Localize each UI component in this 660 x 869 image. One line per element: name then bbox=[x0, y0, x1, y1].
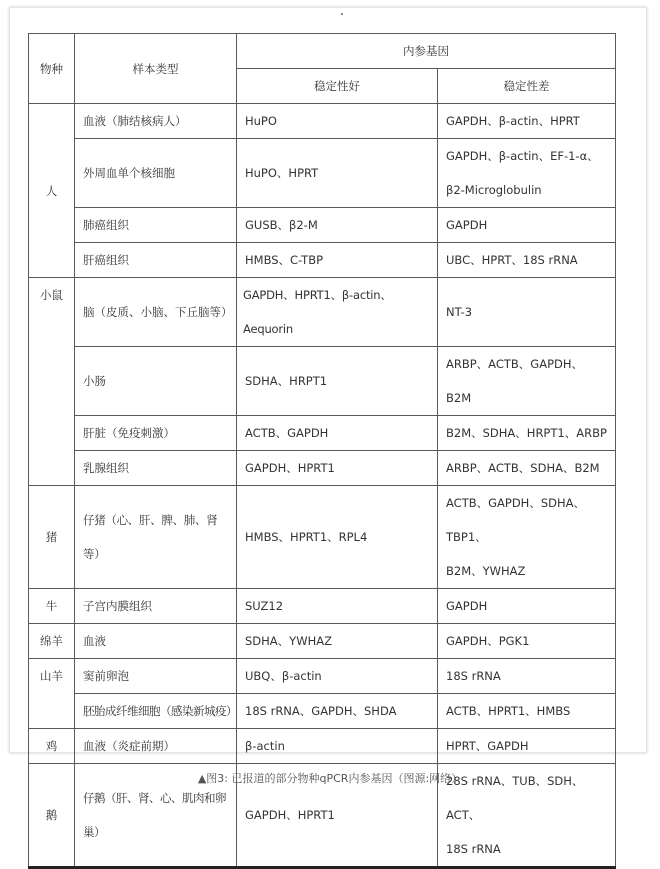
top-dot bbox=[341, 13, 343, 15]
sample-cell: 肝癌组织 bbox=[75, 243, 237, 278]
good-cell: GAPDH、HPRT1 bbox=[237, 764, 438, 868]
species-cell: 鹅 bbox=[29, 764, 75, 868]
sample-cell: 脑（皮质、小脑、下丘脑等） bbox=[75, 278, 237, 347]
poor-cell: ARBP、ACTB、GAPDH、B2M bbox=[438, 347, 616, 416]
good-cell: HuPO、HPRT bbox=[237, 139, 438, 208]
good-cell: GAPDH、HPRT1 bbox=[237, 451, 438, 486]
header-row bbox=[29, 34, 616, 69]
table-row bbox=[29, 139, 616, 208]
good-cell: HMBS、C-TBP bbox=[237, 243, 438, 278]
good-cell: SDHA、HRPT1 bbox=[237, 347, 438, 416]
table-row bbox=[29, 589, 616, 624]
good-cell: UBQ、β-actin bbox=[237, 659, 438, 694]
sample-cell: 肝脏（免疫刺激） bbox=[75, 416, 237, 451]
sample-cell: 窦前卵泡 bbox=[75, 659, 237, 694]
table-row bbox=[29, 347, 616, 416]
sample-cell: 小肠 bbox=[75, 347, 237, 416]
table-row bbox=[29, 208, 616, 243]
figure-caption: ▲图3: 已报道的部分物种qPCR内参基因（图源:网络） bbox=[197, 772, 463, 785]
poor-line-2: 18S rRNA bbox=[446, 842, 501, 856]
poor-cell bbox=[438, 139, 616, 208]
sample-cell: 血液（炎症前期） bbox=[75, 729, 237, 764]
sample-cell: 胚胎成纤维细胞（感染新城疫） bbox=[75, 694, 237, 729]
poor-line-2: β2-Microglobulin bbox=[446, 183, 542, 197]
table-row bbox=[29, 624, 616, 659]
good-cell: GUSB、β2-M bbox=[237, 208, 438, 243]
table-row bbox=[29, 729, 616, 764]
species-cell: 小鼠 bbox=[29, 278, 75, 486]
sample-cell: 乳腺组织 bbox=[75, 451, 237, 486]
poor-cell: NT-3 bbox=[438, 278, 616, 347]
good-cell: β-actin bbox=[237, 729, 438, 764]
poor-cell: HPRT、GAPDH bbox=[438, 729, 616, 764]
header-species: 物种 bbox=[29, 34, 75, 104]
header-ref-gene: 内参基因 bbox=[237, 34, 616, 69]
poor-cell: GAPDH bbox=[438, 589, 616, 624]
good-cell: 18S rRNA、GAPDH、SHDA bbox=[237, 694, 438, 729]
species-cell: 鸡 bbox=[29, 729, 75, 764]
table-row bbox=[29, 694, 616, 729]
table-row bbox=[29, 278, 616, 347]
header-sample-type: 样本类型 bbox=[75, 34, 237, 104]
sample-cell: 仔鹅（肝、肾、心、肌肉和卵巢） bbox=[75, 764, 237, 868]
species-cell: 猪 bbox=[29, 486, 75, 589]
table-row bbox=[29, 243, 616, 278]
sample-cell: 血液 bbox=[75, 624, 237, 659]
good-cell: HMBS、HPRT1、RPL4 bbox=[237, 486, 438, 589]
poor-cell: GAPDH、PGK1 bbox=[438, 624, 616, 659]
reference-gene-table bbox=[28, 33, 616, 869]
poor-cell: GAPDH bbox=[438, 208, 616, 243]
good-cell: ACTB、GAPDH bbox=[237, 416, 438, 451]
sample-cell: 血液（肺结核病人） bbox=[75, 104, 237, 139]
header-stable-good: 稳定性好 bbox=[237, 69, 438, 104]
sample-cell: 子宫内膜组织 bbox=[75, 589, 237, 624]
table-row bbox=[29, 451, 616, 486]
poor-line-1: GAPDH、β-actin、EF-1-α、 bbox=[446, 149, 599, 163]
poor-cell: B2M、SDHA、HRPT1、ARBP bbox=[438, 416, 616, 451]
poor-cell: UBC、HPRT、18S rRNA bbox=[438, 243, 616, 278]
good-cell: GAPDH、HPRT1、β-actin、Aequorin bbox=[237, 278, 438, 347]
table-row bbox=[29, 486, 616, 589]
poor-line-1: 28S rRNA、TUB、SDH、ACT、 bbox=[446, 774, 584, 822]
species-cell: 牛 bbox=[29, 589, 75, 624]
table-row bbox=[29, 416, 616, 451]
poor-cell: ACTB、HPRT1、HMBS bbox=[438, 694, 616, 729]
poor-line-2: B2M、YWHAZ bbox=[446, 564, 526, 578]
species-cell: 人 bbox=[29, 104, 75, 278]
table-row bbox=[29, 659, 616, 694]
poor-cell: 18S rRNA bbox=[438, 659, 616, 694]
good-cell: SDHA、YWHAZ bbox=[237, 624, 438, 659]
species-cell: 山羊 bbox=[29, 659, 75, 729]
poor-cell: ARBP、ACTB、SDHA、B2M bbox=[438, 451, 616, 486]
sample-cell: 外周血单个核细胞 bbox=[75, 139, 237, 208]
good-cell: SUZ12 bbox=[237, 589, 438, 624]
poor-cell bbox=[438, 486, 616, 589]
poor-cell: GAPDH、β-actin、HPRT bbox=[438, 104, 616, 139]
sample-cell: 仔猪（心、肝、脾、肺、肾等） bbox=[75, 486, 237, 589]
sample-cell: 肺癌组织 bbox=[75, 208, 237, 243]
poor-line-1: ACTB、GAPDH、SDHA、TBP1、 bbox=[446, 496, 585, 544]
species-cell: 绵羊 bbox=[29, 624, 75, 659]
header-stable-poor: 稳定性差 bbox=[438, 69, 616, 104]
table-row bbox=[29, 104, 616, 139]
good-cell: HuPO bbox=[237, 104, 438, 139]
